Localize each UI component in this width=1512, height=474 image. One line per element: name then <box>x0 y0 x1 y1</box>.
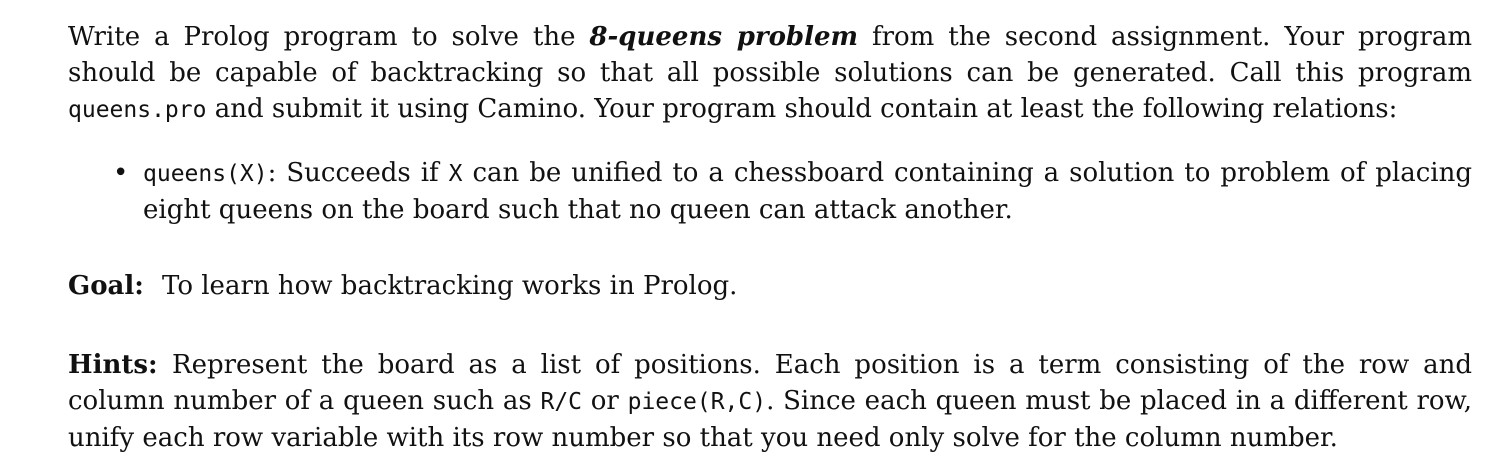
relation-text-2: can be unified to a chessboard containing a solution to problem of placing eight queens on the board such that no queen can attack another. <box>143 158 1473 225</box>
hints-code-1: R/C <box>540 389 583 415</box>
goal-label: Goal: <box>68 271 144 301</box>
intro-text-1: Write a Prolog program to solve the <box>68 22 590 52</box>
program-filename: queens.pro <box>68 97 207 123</box>
goal-text: To learn how backtracking works in Prolog. <box>162 271 738 301</box>
hints-text-3: . Since each queen must be placed in a different row, unify each row variable with its row number so that you need only solve for the column number. <box>68 386 1472 453</box>
hints-text-2: or <box>582 386 628 416</box>
relation-text-1: : Succeeds if <box>267 158 449 188</box>
hints-code-2: piece(R,C) <box>627 389 767 415</box>
intro-text-3: and submit it using Camino. Your program should contain at least the following relations: <box>206 94 1398 124</box>
hints-label: Hints: <box>68 350 158 380</box>
bullet-icon: • <box>113 158 129 188</box>
relation-variable: X <box>448 161 463 187</box>
relations-list <box>113 155 1473 228</box>
intro-text-2: from the second assignment. Your program should be capable of backtracking so that all possible solutions can be generated. Call this program <box>68 22 1472 88</box>
hints-text-1: Represent the board as a list of positions. Each position is a term consisting of the row and column number of a queen such as <box>68 350 1472 416</box>
goal-paragraph <box>68 268 1472 304</box>
intro-paragraph <box>68 19 1472 128</box>
problem-name: 8-queens problem <box>589 22 859 52</box>
relation-code: queens(X) <box>143 161 268 187</box>
hints-paragraph <box>68 347 1472 456</box>
relation-item <box>113 155 1473 228</box>
